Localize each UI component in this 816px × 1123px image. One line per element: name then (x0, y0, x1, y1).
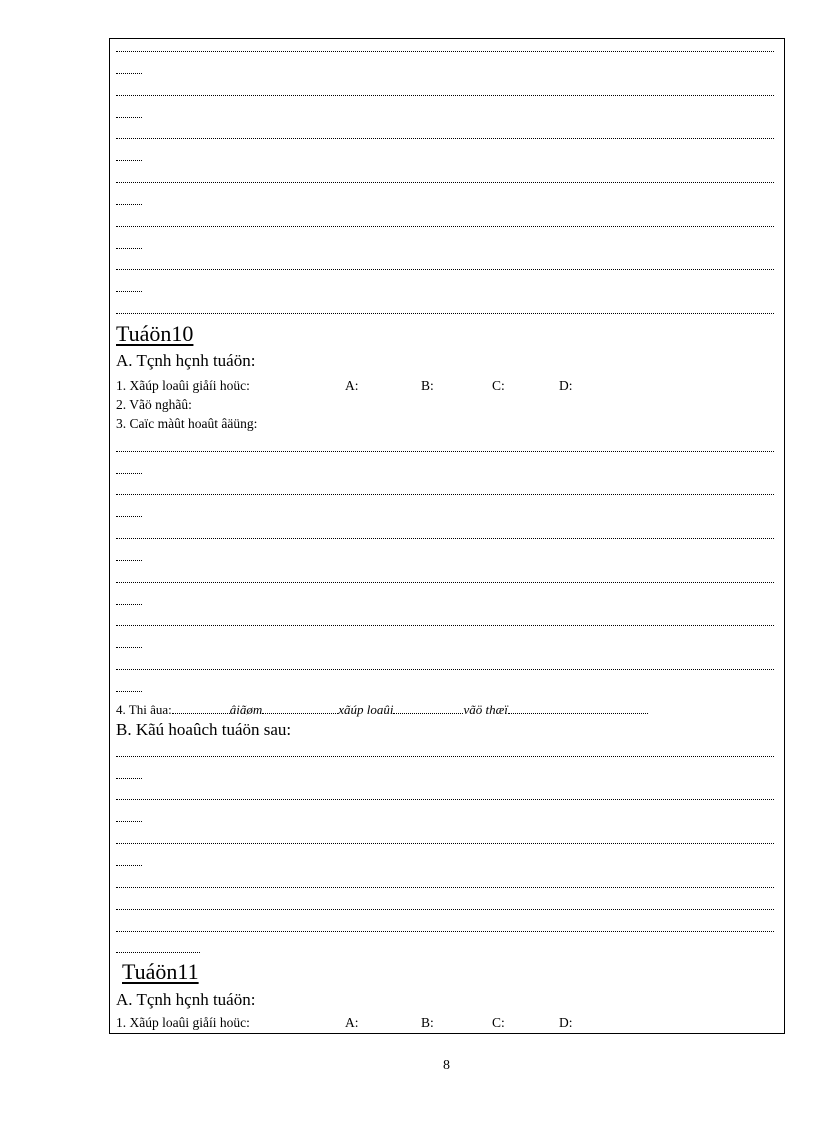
dotted-line-end (116, 774, 142, 779)
dotted-line (116, 178, 774, 183)
week-heading: Tuáön11 (122, 959, 199, 984)
ranking-option-d: D: (559, 378, 573, 393)
ranking-label: 1. Xãúp loaûi giåíi hoüc: (116, 378, 250, 393)
competition-rank: xãúp loaûi (338, 702, 394, 717)
ranking-option-a: A: (345, 378, 359, 393)
ranking-option-a: A: (345, 1015, 359, 1030)
section-a-heading: A. Tçnh hçnh tuáön: (116, 351, 256, 370)
ranking-option-c: C: (492, 378, 505, 393)
ranking-label: 1. Xãúp loaûi giåíi hoüc: (116, 1015, 250, 1030)
dotted-line-end (116, 244, 142, 249)
worksheet-frame (109, 38, 785, 1034)
dotted-line (116, 265, 774, 270)
competition-position: vãö thæï (463, 702, 508, 717)
dotted-line-end (116, 287, 142, 292)
dotted-line (116, 795, 774, 800)
dotted-line (116, 905, 774, 910)
dotted-line-end (116, 556, 142, 561)
dotted-line (116, 578, 774, 583)
dotted-line-end (116, 861, 142, 866)
dotted-line (116, 91, 774, 96)
dotted-line (116, 927, 774, 932)
dotted-line-end (116, 948, 200, 953)
dotted-line (116, 752, 774, 757)
dotted-line (116, 447, 774, 452)
dotted-line-end (116, 156, 142, 161)
dotted-line (116, 309, 774, 314)
competition-score: âiãøm (229, 702, 263, 717)
item-3: 3. Caïc màût hoaût âäüng: (116, 416, 258, 431)
dotted-line-end (116, 600, 142, 605)
dotted-line (116, 534, 774, 539)
page-number: 8 (443, 1058, 450, 1073)
dotted-line (116, 665, 774, 670)
dotted-line-end (116, 817, 142, 822)
dotted-line (116, 839, 774, 844)
ranking-row (116, 378, 616, 394)
dotted-line-end (116, 469, 142, 474)
ranking-row (116, 1015, 616, 1031)
dotted-line (116, 883, 774, 888)
dotted-line-end (116, 643, 142, 648)
dotted-line (116, 490, 774, 495)
dotted-line-end (116, 69, 142, 74)
ranking-option-d: D: (559, 1015, 573, 1030)
dotted-line (116, 47, 774, 52)
dotted-line (116, 222, 774, 227)
dotted-line-end (116, 687, 142, 692)
dotted-line-end (116, 200, 142, 205)
competition-label: 4. Thi âua: (116, 702, 172, 717)
section-b-heading: B. Kãú hoaûch tuáön sau: (116, 720, 292, 739)
ranking-option-b: B: (421, 1015, 434, 1030)
dotted-line (116, 134, 774, 139)
ranking-option-b: B: (421, 378, 434, 393)
dotted-line-end (116, 512, 142, 517)
item-2: 2. Vãö nghãû: (116, 397, 192, 412)
dotted-line-end (116, 113, 142, 118)
week-heading: Tuáön10 (116, 321, 194, 346)
dotted-line (116, 621, 774, 626)
competition-row (116, 702, 648, 718)
section-a-heading: A. Tçnh hçnh tuáön: (116, 990, 256, 1009)
ranking-option-c: C: (492, 1015, 505, 1030)
